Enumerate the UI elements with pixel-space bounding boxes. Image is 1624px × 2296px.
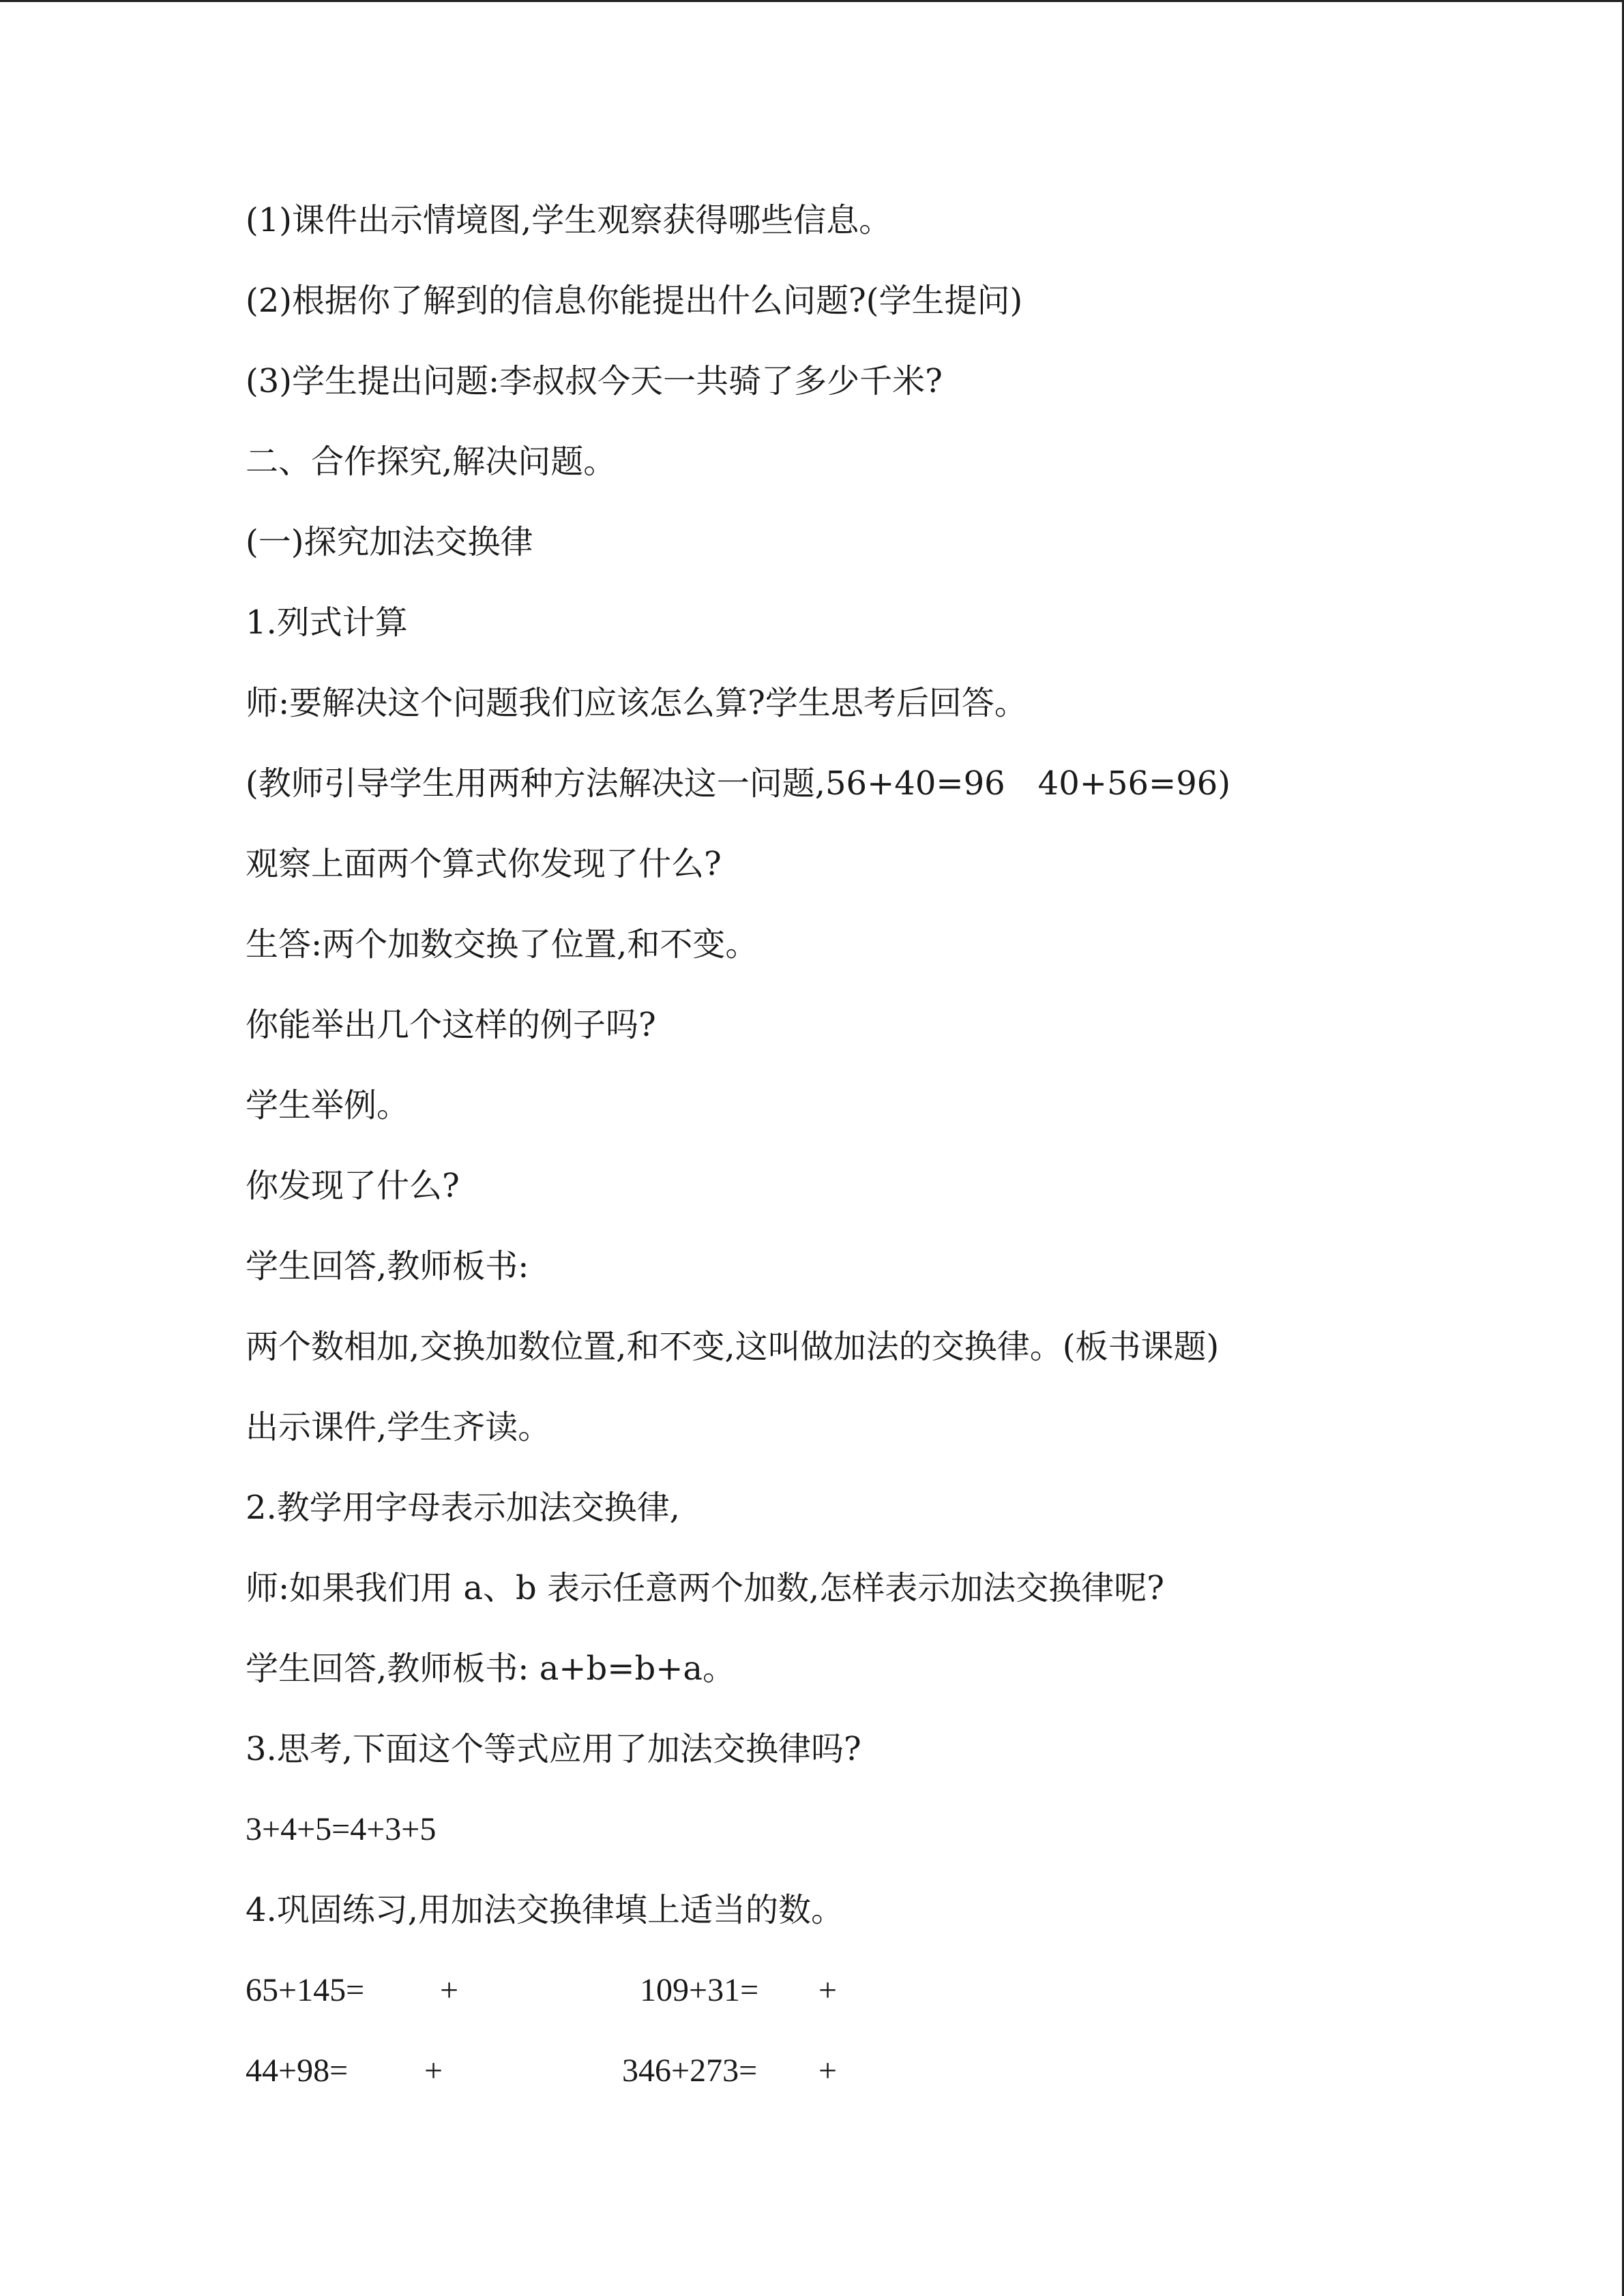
text-line-formula: 学生回答,教师板书: a+b=b+a。 (246, 1650, 736, 1688)
exercise-right-expression: 346+273= (622, 2053, 758, 2089)
step-heading-3: 3.思考,下面这个等式应用了加法交换律吗? (246, 1730, 861, 1768)
text-line-observe: 观察上面两个算式你发现了什么? (246, 845, 722, 883)
document-content (246, 193, 1541, 2124)
exercise-left-expression: 44+98= (246, 2053, 349, 2089)
text-line-read-aloud: 出示课件,学生齐读。 (246, 1408, 551, 1446)
exercise-left-expression: 65+145= (246, 1972, 365, 2008)
text-line-students-give-examples: 学生举例。 (246, 1086, 410, 1124)
text-line-law-definition: 两个数相加,交换加数位置,和不变,这叫做加法的交换律。(板书课题) (246, 1328, 1220, 1366)
step-heading-4: 4.巩固练习,用加法交换律填上适当的数。 (246, 1891, 844, 1929)
text-line-examples-question: 你能举出几个这样的例子吗? (246, 1006, 656, 1044)
exercise-row-1 (246, 1963, 1541, 2044)
step-heading-2: 2.教学用字母表示加法交换律, (246, 1489, 681, 1527)
text-line-student-answer: 生答:两个加数交换了位置,和不变。 (246, 925, 758, 964)
section-heading-2: 二、合作探究,解决问题。 (246, 443, 617, 481)
text-line-2: (2)根据你了解到的信息你能提出什么问题?(学生提问) (246, 282, 1023, 320)
subsection-heading-1: (一)探究加法交换律 (246, 523, 533, 561)
text-line-what-found: 你发现了什么? (246, 1167, 460, 1205)
exercise-right-expression: 109+31= (640, 1972, 759, 2008)
step-heading-1: 1.列式计算 (246, 603, 408, 642)
exercise-left-plus: + (440, 1972, 459, 2008)
text-line-teacher-guide: (教师引导学生用两种方法解决这一问题,56+40=96 40+56=96) (246, 764, 1231, 803)
exercise-right-plus: + (818, 1972, 838, 2008)
text-line-letters-question: 师:如果我们用 a、b 表示任意两个加数,怎样表示加法交换律呢? (246, 1569, 1165, 1607)
exercise-right-plus: + (818, 2053, 838, 2089)
text-line-1: (1)课件出示情境图,学生观察获得哪些信息。 (246, 201, 892, 239)
text-line-board-writing: 学生回答,教师板书: (246, 1247, 529, 1285)
text-line-3: (3)学生提出问题:李叔叔今天一共骑了多少千米? (246, 362, 943, 400)
text-line-equation: 3+4+5=4+3+5 (246, 1811, 437, 1847)
exercise-left-plus: + (424, 2053, 443, 2089)
text-line-teacher-question: 师:要解决这个问题我们应该怎么算?学生思考后回答。 (246, 684, 1027, 722)
exercise-row-2 (246, 2044, 1541, 2124)
